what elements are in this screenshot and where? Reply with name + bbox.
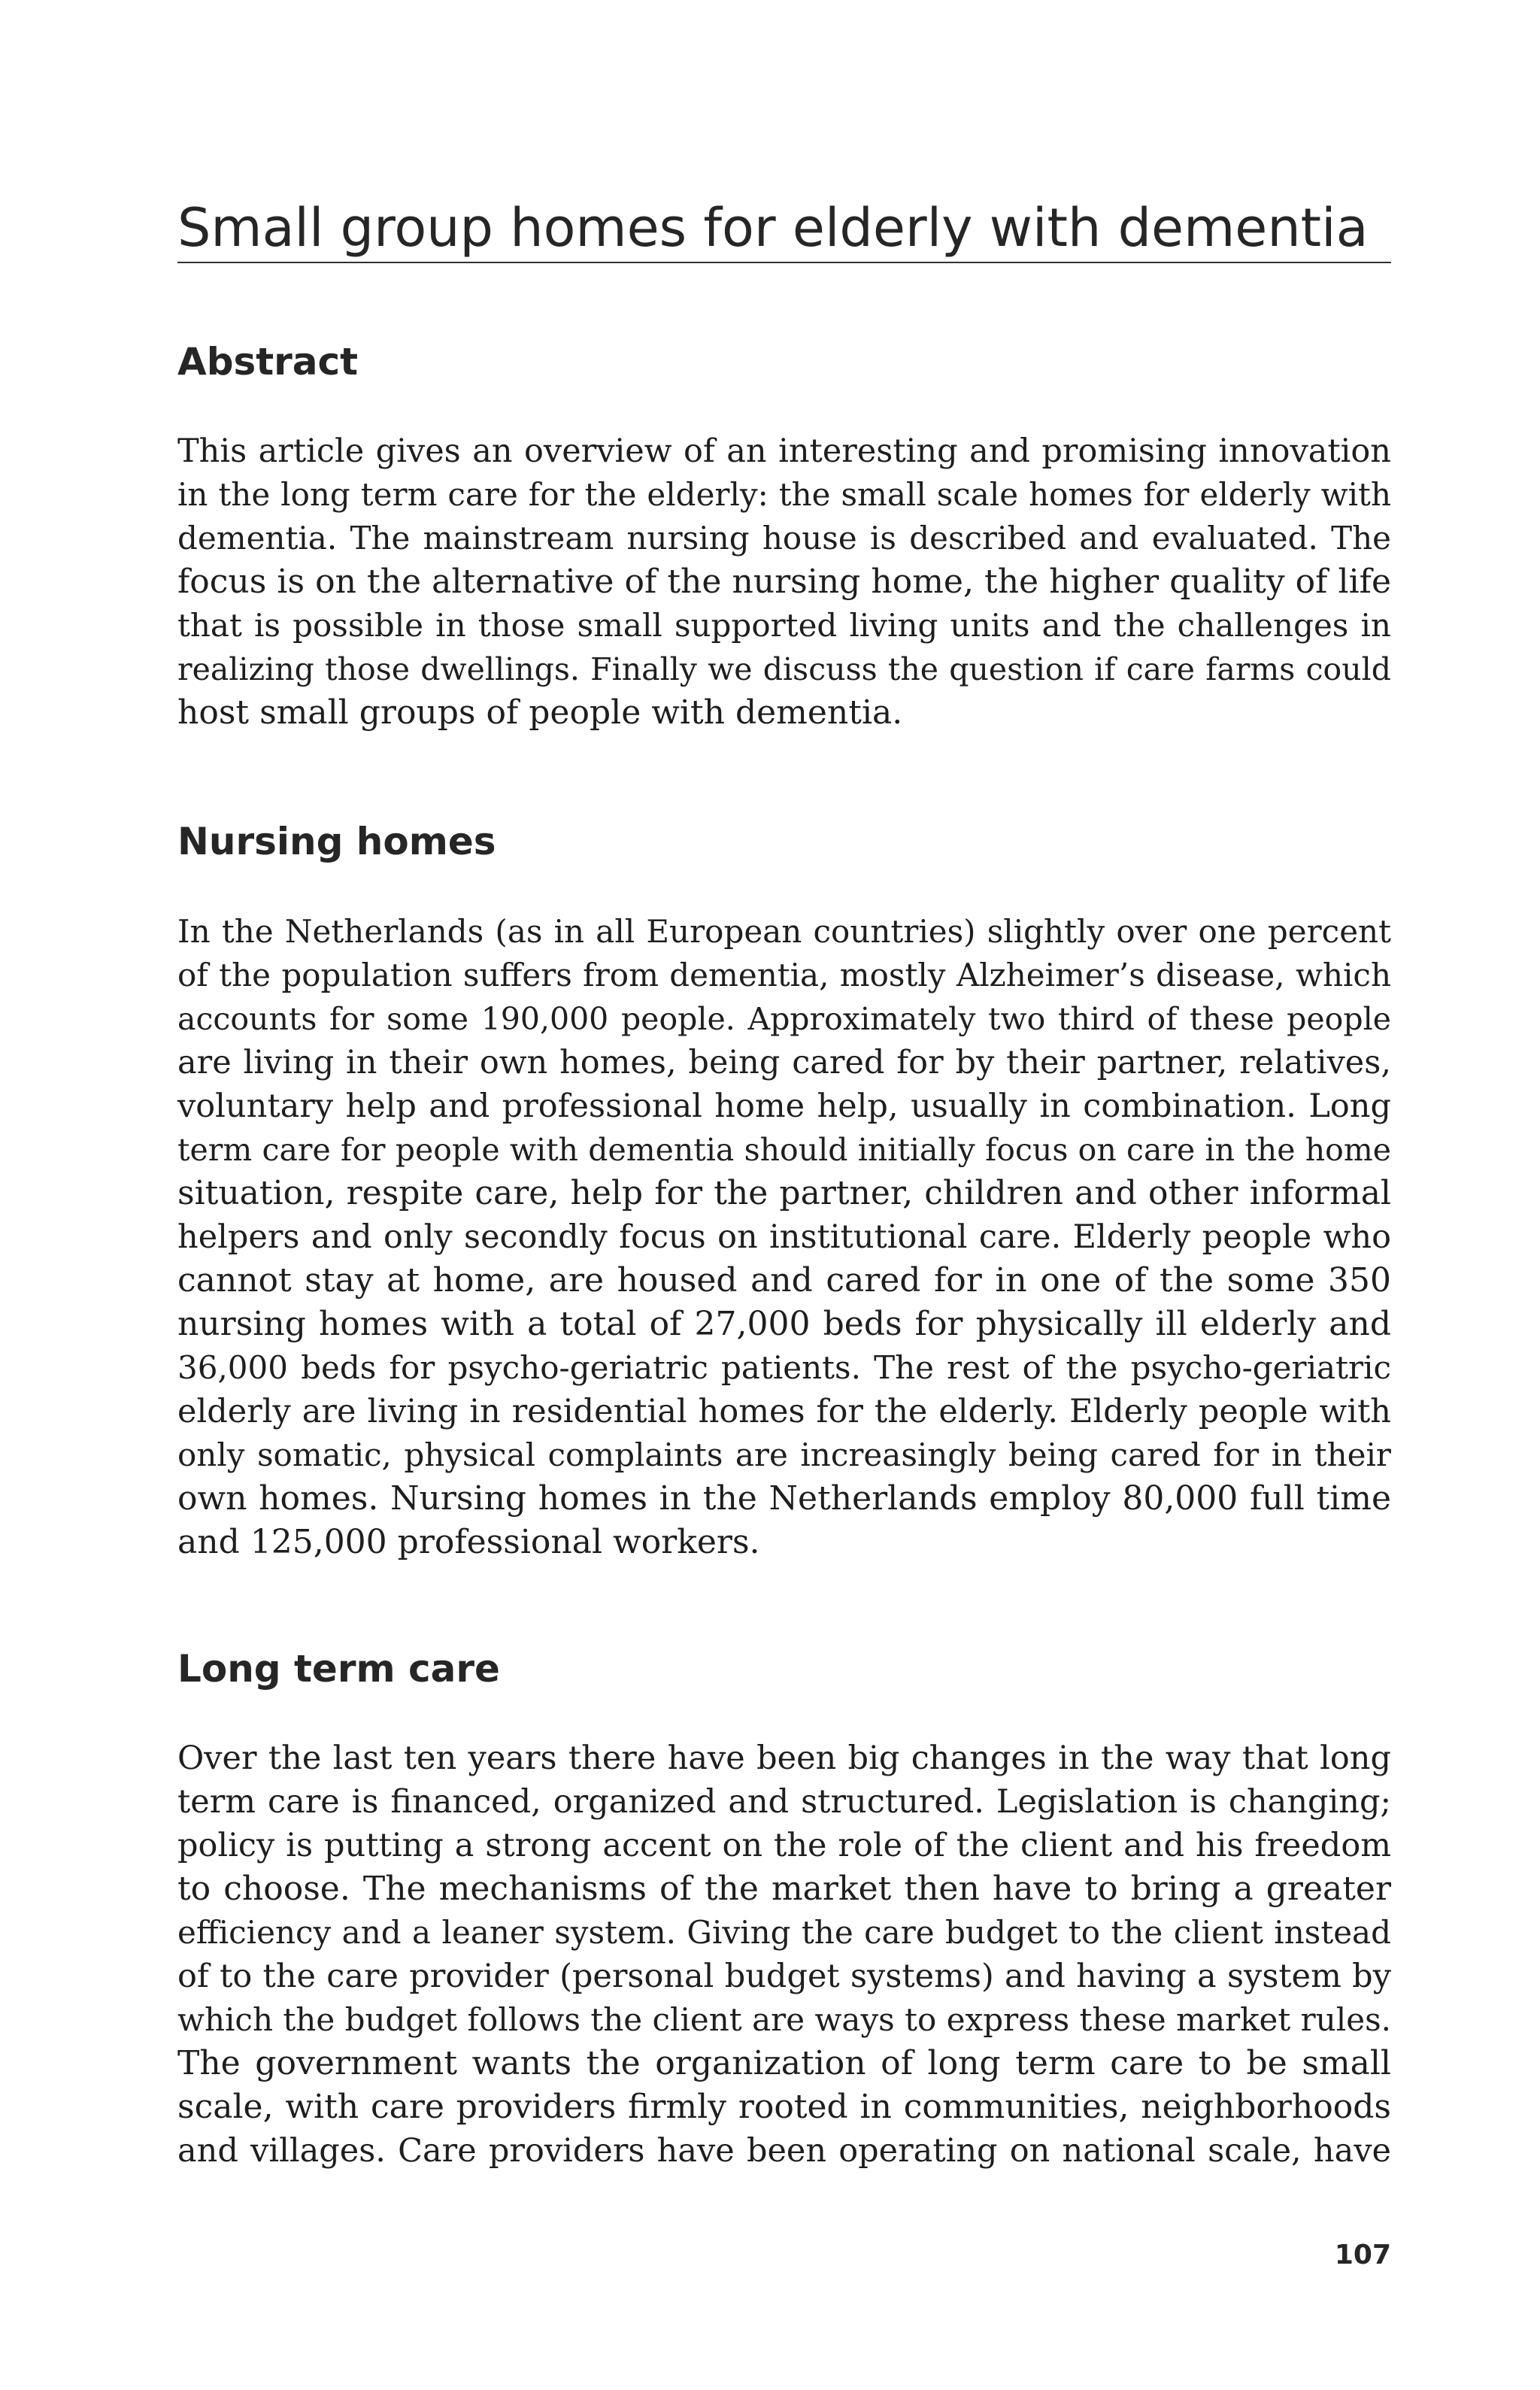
text-line: of to the care provider (personal budget systems) and having a system by: [177, 1958, 1391, 1995]
text-line: term care for people with dementia should initially focus on care in the home: [177, 1132, 1391, 1168]
text-line: policy is putting a strong accent on the role of the client and his freedom: [177, 1827, 1391, 1864]
text-line: term care is financed, organized and structured. Legislation is changing;: [177, 1783, 1391, 1821]
text-line: of the population suffers from dementia, mostly Alzheimer’s disease, which: [177, 957, 1391, 993]
abstract-paragraph: [177, 429, 1391, 735]
text-line: which the budget follows the client are ways to express these market rules.: [177, 2001, 1391, 2038]
text-line: accounts for some 190,000 people. Approximately two third of these people: [177, 1001, 1391, 1037]
text-line: and 125,000 professional workers.: [177, 1523, 760, 1561]
text-line: voluntary help and professional home help, usually in combination. Long: [177, 1087, 1391, 1125]
section-heading-abstract: Abstract: [177, 340, 359, 384]
text-line: situation, respite care, help for the partner, children and other informal: [177, 1174, 1391, 1212]
text-line: nursing homes with a total of 27,000 beds for physically ill elderly and: [177, 1305, 1391, 1343]
text-line: that is possible in those small supported living units and the challenges in: [177, 607, 1391, 644]
text-line: The government wants the organization of long term care to be small: [177, 2044, 1391, 2082]
text-line: 36,000 beds for psycho-geriatric patients. The rest of the psycho-geriatric: [177, 1349, 1391, 1386]
text-line: focus is on the alternative of the nursing home, the higher quality of life: [177, 563, 1391, 601]
text-line: own homes. Nursing homes in the Netherlands employ 80,000 full time: [177, 1479, 1391, 1518]
section-heading-long-term-care: Long term care: [177, 1647, 500, 1691]
text-line: cannot stay at home, are housed and cared for in one of the some 350: [177, 1261, 1391, 1300]
text-line: to choose. The mechanisms of the market then have to bring a greater: [177, 1870, 1391, 1908]
nursing-homes-paragraph: [177, 910, 1391, 1564]
text-line: helpers and only secondly focus on institutional care. Elderly people who: [177, 1218, 1391, 1256]
text-line: scale, with care providers firmly rooted in communities, neighborhoods: [177, 2088, 1391, 2126]
text-line: This article gives an overview of an interesting and promising innovation: [177, 432, 1391, 470]
title-underline: [177, 262, 1391, 263]
long-term-care-paragraph: [177, 1736, 1391, 2173]
section-heading-nursing-homes: Nursing homes: [177, 820, 496, 863]
text-line: and villages. Care providers have been operating on national scale, have: [177, 2132, 1391, 2170]
text-line: Over the last ten years there have been big changes in the way that long: [177, 1739, 1391, 1777]
text-line: in the long term care for the elderly: the small scale homes for elderly with: [177, 476, 1391, 513]
text-line: elderly are living in residential homes for the elderly. Elderly people with: [177, 1393, 1391, 1430]
text-line: In the Netherlands (as in all European countries) slightly over one percent: [177, 913, 1391, 950]
text-line: are living in their own homes, being cared for by their partner, relatives,: [177, 1044, 1391, 1081]
text-line: only somatic, physical complaints are increasingly being cared for in their: [177, 1436, 1391, 1473]
text-line: realizing those dwellings. Finally we discuss the question if care farms could: [177, 651, 1391, 687]
text-line: host small groups of people with dementia.: [177, 693, 903, 732]
chapter-title: Small group homes for elderly with dementia: [177, 197, 1369, 259]
text-line: efficiency and a leaner system. Giving the care budget to the client instead: [177, 1914, 1391, 1951]
text-line: dementia. The mainstream nursing house is described and evaluated. The: [177, 520, 1391, 557]
page-number: 107: [1334, 2240, 1391, 2270]
